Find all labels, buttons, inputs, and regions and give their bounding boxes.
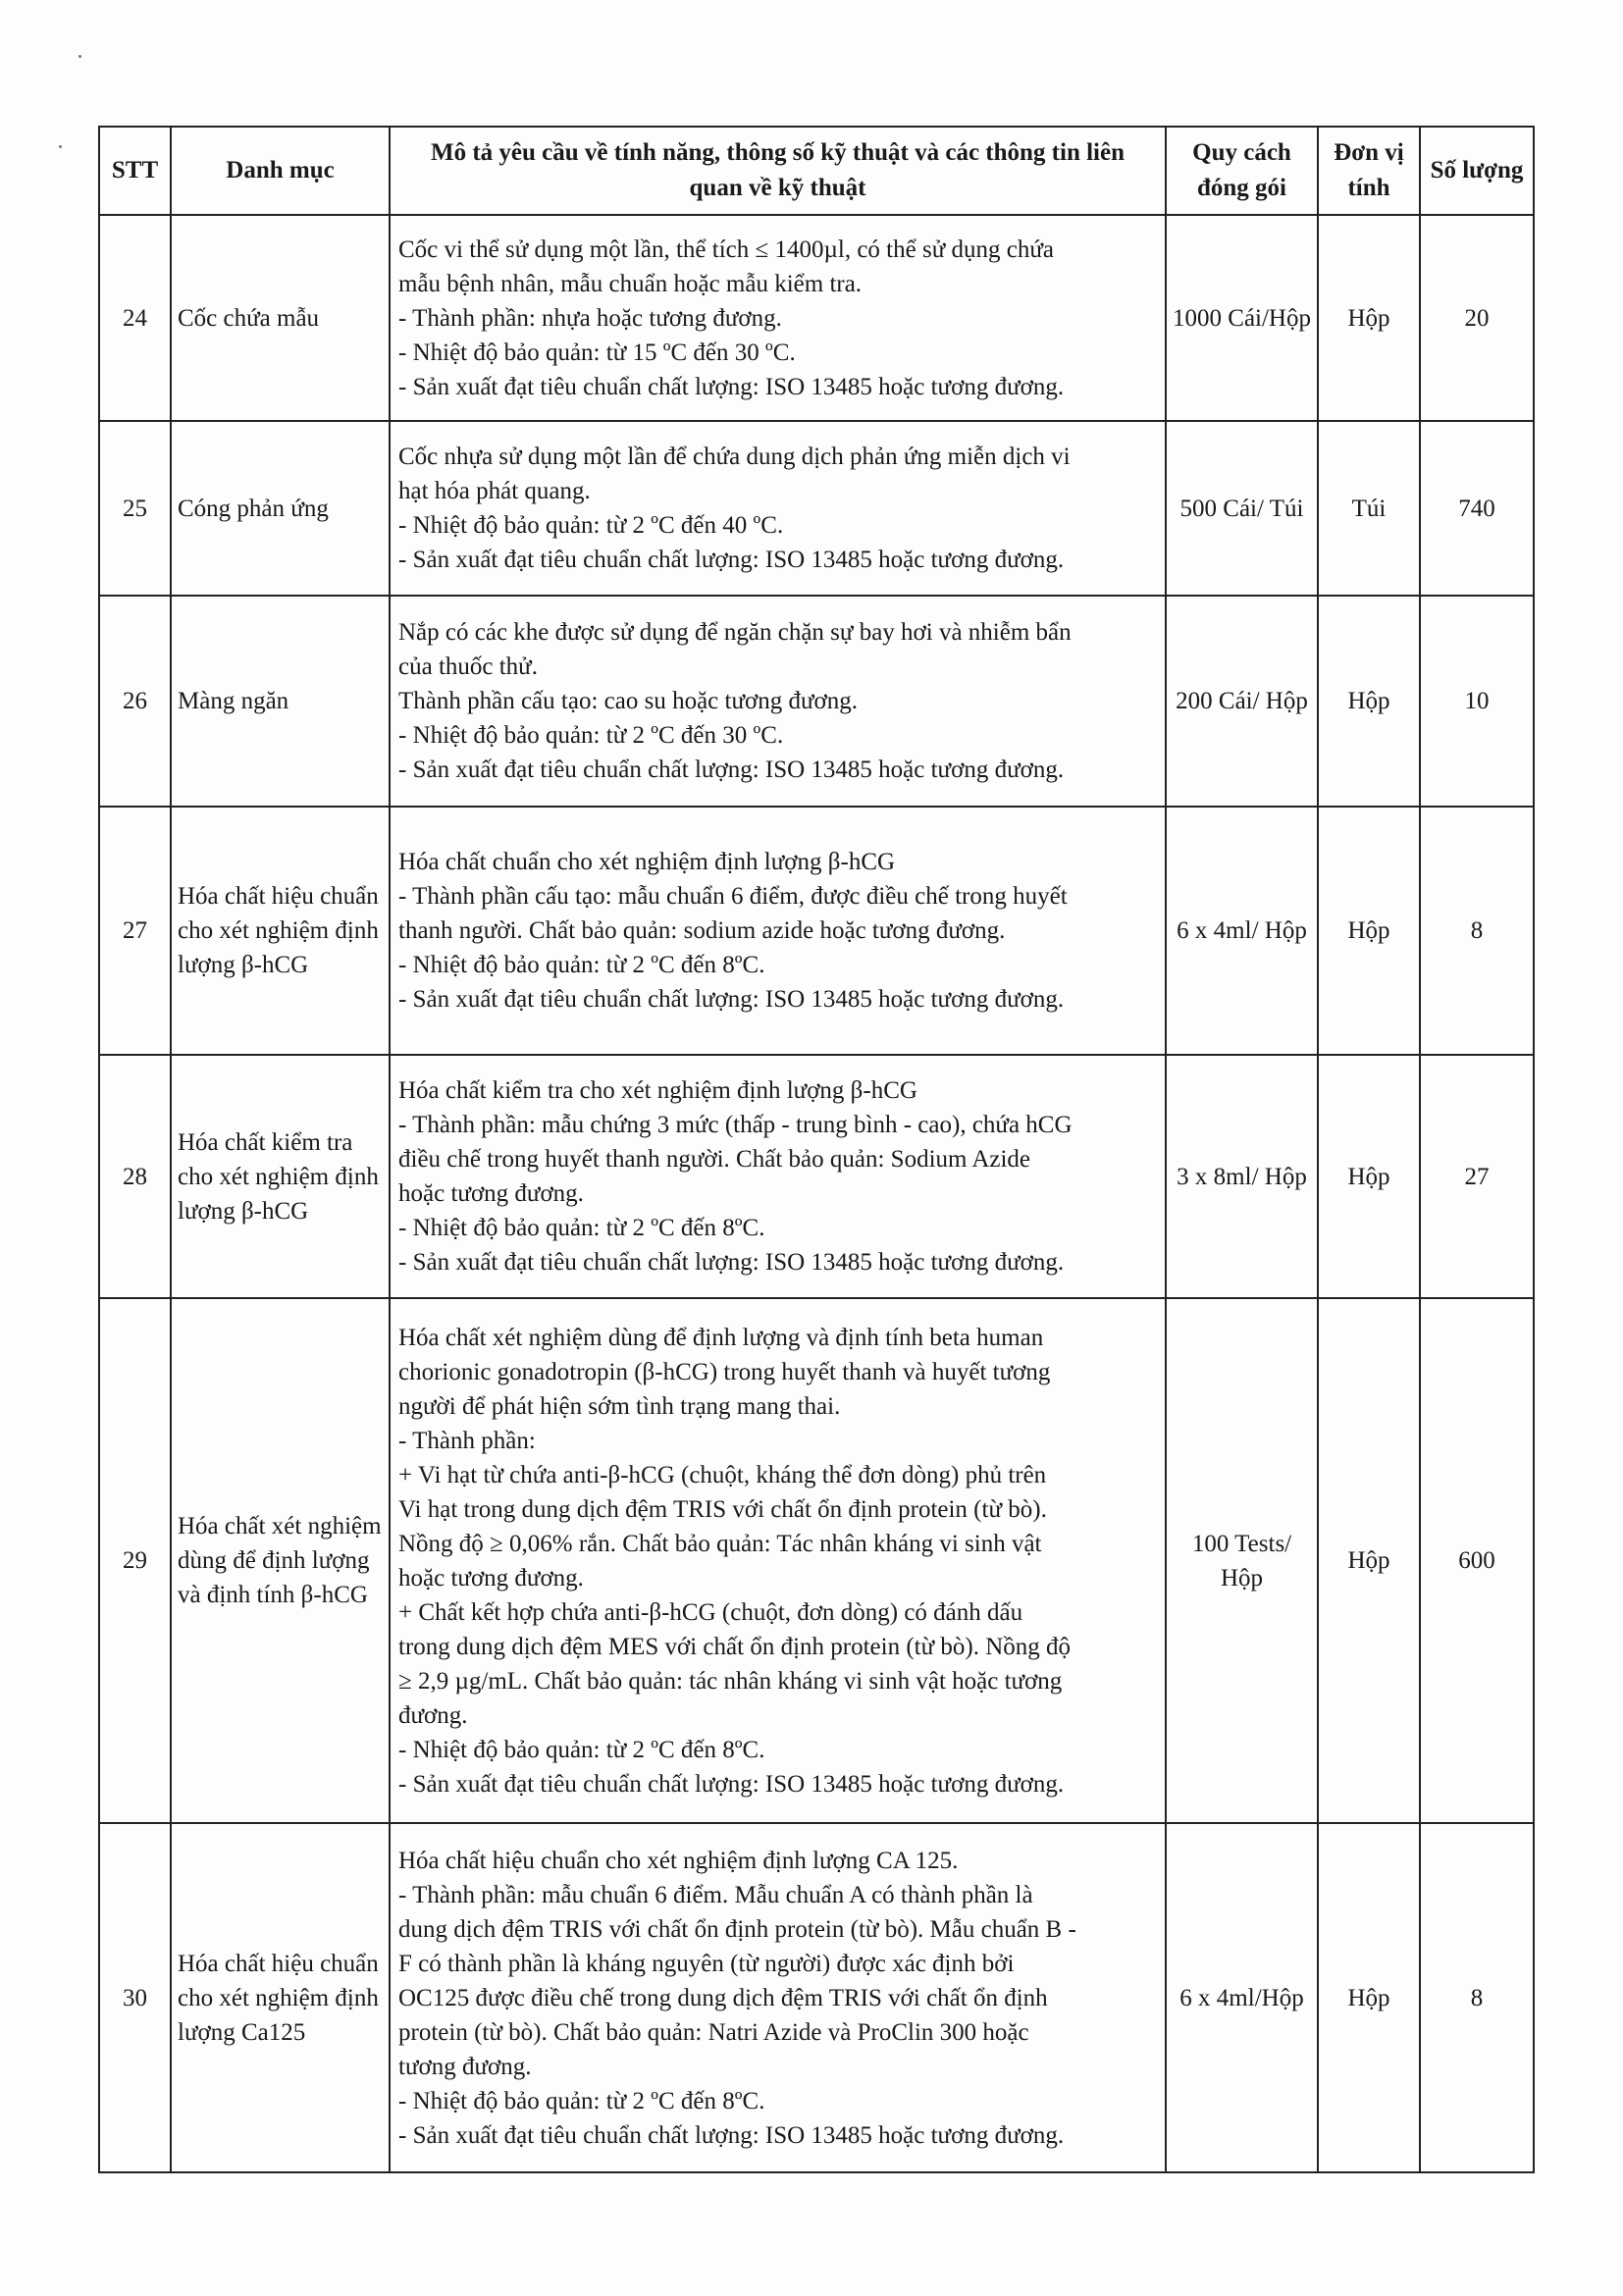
- row-stt: 25: [99, 421, 171, 596]
- row-stt: 29: [99, 1298, 171, 1823]
- description-line: + Vi hạt từ chứa anti-β-hCG (chuột, kháng thể đơn dòng) phủ trên: [398, 1461, 1047, 1488]
- table-row: [99, 421, 1534, 596]
- row-quantity: 27: [1420, 1055, 1534, 1298]
- row-packing: 200 Cái/ Hộp: [1166, 596, 1318, 807]
- description-line: tương đương.: [398, 2053, 532, 2080]
- description-line: Hóa chất xét nghiệm dùng để định lượng và định tính beta human: [398, 1324, 1044, 1351]
- description-line: mẫu bệnh nhân, mẫu chuẩn hoặc mẫu kiểm tra.: [398, 270, 863, 297]
- header-category: Danh mục: [171, 127, 390, 215]
- description-line: Hóa chất kiểm tra cho xét nghiệm định lượng β-hCG: [398, 1077, 917, 1104]
- row-quantity: 600: [1420, 1298, 1534, 1823]
- description-line: Hóa chất chuẩn cho xét nghiệm định lượng β-hCG: [398, 849, 896, 875]
- description-line: người để phát hiện sớm tình trạng mang thai.: [398, 1392, 841, 1420]
- description-line: - Sản xuất đạt tiêu chuẩn chất lượng: ISO 13485 hoặc tương đương.: [398, 757, 1065, 783]
- scan-speck: [79, 55, 81, 58]
- row-unit: Hộp: [1318, 807, 1420, 1055]
- header-stt: STT: [99, 127, 171, 215]
- description-line: hoặc tương đương.: [398, 1180, 584, 1207]
- description-line: - Sản xuất đạt tiêu chuẩn chất lượng: ISO 13485 hoặc tương đương.: [398, 1770, 1065, 1798]
- description-line: Cốc vi thể sử dụng một lần, thể tích ≤ 1400µl, có thể sử dụng chứa: [398, 235, 1054, 263]
- description-line: thanh người. Chất bảo quản: sodium azide hoặc tương đương.: [398, 917, 1006, 944]
- row-unit: Hộp: [1318, 1823, 1420, 2172]
- row-unit: Hộp: [1318, 215, 1420, 421]
- table-row: [99, 1823, 1534, 2172]
- description-line: - Nhiệt độ bảo quản: từ 2 ºC đến 8ºC.: [398, 2087, 765, 2114]
- description-line: - Nhiệt độ bảo quản: từ 2 ºC đến 8ºC.: [398, 1736, 765, 1763]
- row-quantity: 10: [1420, 596, 1534, 807]
- description-line: protein (từ bò). Chất bảo quản: Natri Azide và ProClin 300 hoặc: [398, 2018, 1029, 2046]
- table-header-row: [99, 127, 1534, 215]
- header-description: Mô tả yêu cầu về tính năng, thông số kỹ thuật và các thông tin liên quan về kỹ thuật: [390, 127, 1166, 215]
- description-line: - Nhiệt độ bảo quản: từ 2 ºC đến 40 ºC.: [398, 512, 784, 539]
- row-quantity: 8: [1420, 1823, 1534, 2172]
- description-line: - Sản xuất đạt tiêu chuẩn chất lượng: ISO 13485 hoặc tương đương.: [398, 1249, 1065, 1276]
- row-packing: 500 Cái/ Túi: [1166, 421, 1318, 596]
- row-category: Hóa chất hiệu chuẩn cho xét nghiệm định lượng β-hCG: [171, 807, 390, 1055]
- description-line: đương.: [398, 1701, 468, 1729]
- description-line: của thuốc thử.: [398, 653, 538, 680]
- row-description: [390, 1298, 1166, 1823]
- description-line: - Sản xuất đạt tiêu chuẩn chất lượng: ISO 13485 hoặc tương đương.: [398, 986, 1065, 1013]
- table-row: [99, 596, 1534, 807]
- row-stt: 26: [99, 596, 171, 807]
- row-packing: 1000 Cái/Hộp: [1166, 215, 1318, 421]
- row-quantity: 8: [1420, 807, 1534, 1055]
- row-unit: Hộp: [1318, 1055, 1420, 1298]
- table-row: [99, 215, 1534, 421]
- row-stt: 28: [99, 1055, 171, 1298]
- row-unit: Hộp: [1318, 1298, 1420, 1823]
- table-row: [99, 1298, 1534, 1823]
- row-quantity: 20: [1420, 215, 1534, 421]
- row-quantity: 740: [1420, 421, 1534, 596]
- row-description: [390, 807, 1166, 1055]
- row-category: Hóa chất hiệu chuẩn cho xét nghiệm định lượng Ca125: [171, 1823, 390, 2172]
- row-category: Hóa chất kiểm tra cho xét nghiệm định lượng β-hCG: [171, 1055, 390, 1298]
- header-unit: Đơn vị tính: [1318, 127, 1420, 215]
- scan-speck: [59, 145, 62, 148]
- row-category: Cóng phản ứng: [171, 421, 390, 596]
- description-line: + Chất kết hợp chứa anti-β-hCG (chuột, đơn dòng) có đánh dấu: [398, 1598, 1023, 1626]
- description-line: hoặc tương đương.: [398, 1564, 584, 1592]
- row-description: [390, 1823, 1166, 2172]
- row-packing: 3 x 8ml/ Hộp: [1166, 1055, 1318, 1298]
- row-stt: 27: [99, 807, 171, 1055]
- row-unit: Hộp: [1318, 596, 1420, 807]
- description-line: - Sản xuất đạt tiêu chuẩn chất lượng: ISO 13485 hoặc tương đương.: [398, 373, 1065, 400]
- description-line: - Thành phần: nhựa hoặc tương đương.: [398, 304, 782, 332]
- description-line: F có thành phần là kháng nguyên (từ người) được xác định bởi: [398, 1950, 1015, 1977]
- row-description: [390, 1055, 1166, 1298]
- table-row: [99, 807, 1534, 1055]
- description-line: Nắp có các khe được sử dụng để ngăn chặn sự bay hơi và nhiễm bẩn: [398, 619, 1072, 646]
- description-line: - Thành phần:: [398, 1427, 536, 1454]
- row-stt: 24: [99, 215, 171, 421]
- row-packing: 6 x 4ml/Hộp: [1166, 1823, 1318, 2172]
- specification-table: [98, 126, 1535, 2173]
- row-category: Màng ngăn: [171, 596, 390, 807]
- row-category: Hóa chất xét nghiệm dùng để định lượng và định tính β-hCG: [171, 1298, 390, 1823]
- description-line: - Nhiệt độ bảo quản: từ 15 ºC đến 30 ºC.: [398, 339, 796, 366]
- description-line: Nồng độ ≥ 0,06% rắn. Chất bảo quản: Tác nhân kháng vi sinh vật: [398, 1530, 1042, 1557]
- row-category: Cốc chứa mẫu: [171, 215, 390, 421]
- description-line: trong dung dịch đệm MES với chất ổn định protein (từ bò). Nồng độ: [398, 1633, 1072, 1660]
- description-line: - Thành phần cấu tạo: mẫu chuẩn 6 điểm, được điều chế trong huyết: [398, 883, 1068, 910]
- description-line: điều chế trong huyết thanh người. Chất bảo quản: Sodium Azide: [398, 1146, 1031, 1173]
- description-line: Thành phần cấu tạo: cao su hoặc tương đương.: [398, 688, 858, 714]
- description-line: Hóa chất hiệu chuẩn cho xét nghiệm định lượng CA 125.: [398, 1847, 959, 1874]
- description-line: - Thành phần: mẫu chứng 3 mức (thấp - trung bình - cao), chứa hCG: [398, 1112, 1073, 1138]
- row-packing: 100 Tests/ Hộp: [1166, 1298, 1318, 1823]
- row-description: [390, 215, 1166, 421]
- description-line: - Nhiệt độ bảo quản: từ 2 ºC đến 30 ºC.: [398, 722, 784, 749]
- table-body: [99, 215, 1534, 2172]
- description-line: - Thành phần: mẫu chuẩn 6 điểm. Mẫu chuẩn A có thành phần là: [398, 1881, 1033, 1908]
- row-stt: 30: [99, 1823, 171, 2172]
- description-line: OC125 được điều chế trong dung dịch đệm TRIS với chất ổn định: [398, 1984, 1048, 2011]
- row-packing: 6 x 4ml/ Hộp: [1166, 807, 1318, 1055]
- description-line: dung dịch đệm TRIS với chất ổn định protein (từ bò). Mẫu chuẩn B -: [398, 1915, 1076, 1943]
- description-line: hạt hóa phát quang.: [398, 478, 591, 504]
- description-line: - Nhiệt độ bảo quản: từ 2 ºC đến 8ºC.: [398, 952, 765, 978]
- description-line: Cốc nhựa sử dụng một lần để chứa dung dịch phản ứng miễn dịch vi: [398, 444, 1071, 470]
- table-row: [99, 1055, 1534, 1298]
- description-line: - Nhiệt độ bảo quản: từ 2 ºC đến 8ºC.: [398, 1215, 765, 1241]
- header-quantity: Số lượng: [1420, 127, 1534, 215]
- row-description: [390, 596, 1166, 807]
- header-packing: Quy cách đóng gói: [1166, 127, 1318, 215]
- row-description: [390, 421, 1166, 596]
- description-line: - Sản xuất đạt tiêu chuẩn chất lượng: ISO 13485 hoặc tương đương.: [398, 2121, 1065, 2149]
- description-line: - Sản xuất đạt tiêu chuẩn chất lượng: ISO 13485 hoặc tương đương.: [398, 547, 1065, 573]
- description-line: Vi hạt trong dung dịch đệm TRIS với chất ổn định protein (từ bò).: [398, 1495, 1047, 1523]
- description-line: chorionic gonadotropin (β-hCG) trong huyết thanh và huyết tương: [398, 1358, 1051, 1385]
- row-unit: Túi: [1318, 421, 1420, 596]
- description-line: ≥ 2,9 µg/mL. Chất bảo quản: tác nhân kháng vi sinh vật hoặc tương: [398, 1667, 1063, 1695]
